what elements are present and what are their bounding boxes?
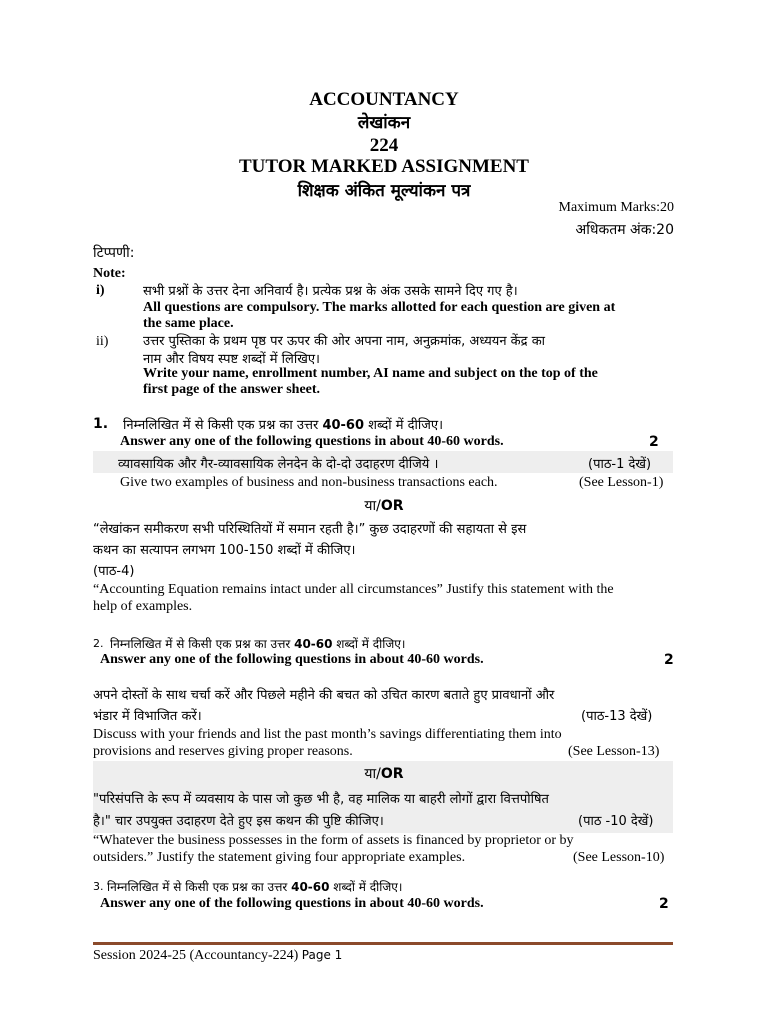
note-label-english: Note: <box>93 266 126 281</box>
lesson-reference: (पाठ-1 देखें) <box>588 457 652 472</box>
subject-code: 224 <box>369 135 399 156</box>
assignment-title-hindi: शिक्षक अंकित मूल्यांकन पत्र <box>297 181 471 201</box>
option-a-english: Discuss with your friends and list the past month’s savings differentiating them into <box>93 727 562 742</box>
max-marks-english: Maximum Marks:20 <box>558 200 674 215</box>
footer-rule <box>93 942 673 945</box>
note-item-number: i) <box>96 283 105 298</box>
lesson-reference: (See Lesson-13) <box>568 744 660 759</box>
instruction-text: शब्दों में दीजिए। <box>332 637 406 651</box>
or-hindi: या/ <box>364 766 381 782</box>
instruction-text: शब्दों में दीजिए। <box>329 880 403 894</box>
page-number: Page 1 <box>301 948 343 962</box>
word-range: 40-60 <box>294 637 333 651</box>
max-marks-hindi: अधिकतम अंक:20 <box>575 222 674 238</box>
question-number: 1. <box>93 416 109 432</box>
option-a-hindi: व्यावसायिक और गैर-व्यावसायिक लेनदेन के दो-दो उदाहरण दीजिये । <box>118 457 439 472</box>
lesson-reference: (See Lesson-10) <box>573 850 665 865</box>
or-hindi: या/ <box>364 498 381 514</box>
question-marks: 2 <box>664 652 674 668</box>
question-number: 3. <box>93 880 104 893</box>
option-b-hindi: “लेखांकन समीकरण सभी परिस्थितियों में समान रहती है।” कुछ उदाहरणों की सहायता से इस <box>93 522 527 537</box>
question-instruction-hindi <box>123 415 443 433</box>
question-instruction-english: Answer any one of the following questions in about 40-60 words. <box>100 896 484 911</box>
option-a-english: Give two examples of business and non-business transactions each. <box>120 475 498 490</box>
option-a-english: provisions and reserves giving proper reasons. <box>93 744 353 759</box>
title-english: ACCOUNTANCY <box>309 89 459 110</box>
instruction-text: शब्दों में दीजिए। <box>364 418 444 433</box>
or-separator <box>0 764 768 783</box>
assignment-title: TUTOR MARKED ASSIGNMENT <box>239 156 529 177</box>
lesson-reference: (पाठ-4) <box>93 564 135 579</box>
footer-session <box>93 948 342 964</box>
instruction-text: निम्नलिखित में से किसी एक प्रश्न का उत्तर <box>107 880 292 894</box>
question-instruction-english: Answer any one of the following questions in about 40-60 words. <box>120 434 504 449</box>
question-instruction-hindi <box>110 635 405 652</box>
note-item-english: Write your name, enrollment number, AI name and subject on the top of the <box>143 366 598 381</box>
or-english: OR <box>380 766 404 782</box>
word-range: 40-60 <box>291 880 330 894</box>
option-a-hindi: भंडार में विभाजित करें। <box>93 709 202 724</box>
lesson-reference: (पाठ -10 देखें) <box>578 814 654 829</box>
session-label: Session 2024-25 (Accountancy-224) <box>93 948 299 963</box>
or-english: OR <box>380 498 404 514</box>
note-item-hindi: उत्तर पुस्तिका के प्रथम पृष्ठ पर ऊपर की ओर अपना नाम, अनुक्रमांक, अध्ययन केंद्र का <box>143 334 546 349</box>
or-separator <box>0 496 768 515</box>
note-item-number: ii) <box>96 334 109 349</box>
note-item-hindi: सभी प्रश्नों के उत्तर देना अनिवार्य है। प्रत्येक प्रश्न के अंक उसके सामने दिए गए है। <box>143 284 518 299</box>
note-item-english: first page of the answer sheet. <box>143 382 321 397</box>
option-b-english: “Whatever the business possesses in the form of assets is financed by proprietor or by <box>93 833 574 848</box>
option-a-hindi: अपने दोस्तों के साथ चर्चा करें और पिछले महीने की बचत को उचित कारण बताते हुए प्रावधानों और <box>93 688 555 703</box>
option-b-hindi: "परिसंपत्ति के रूप में व्यवसाय के पास जो कुछ भी है, वह मालिक या बाहरी लोगों द्वारा वित्तपोषित <box>93 792 549 807</box>
title-hindi: लेखांकन <box>357 113 411 133</box>
note-item-english: All questions are compulsory. The marks allotted for each question are given at <box>143 300 616 315</box>
option-b-hindi: कथन का सत्यापन लगभग 100-150 शब्दों में कीजिए। <box>93 543 356 558</box>
note-item-hindi: नाम और विषय स्पष्ट शब्दों में लिखिए। <box>143 352 320 367</box>
question-instruction-english: Answer any one of the following questions in about 40-60 words. <box>100 652 484 667</box>
word-range: 40-60 <box>322 418 365 433</box>
question-marks: 2 <box>649 434 659 450</box>
instruction-text: निम्नलिखित में से किसी एक प्रश्न का उत्तर <box>110 637 295 651</box>
option-b-hindi: है।" चार उपयुक्त उदाहरण देते हुए इस कथन की पुष्टि कीजिए। <box>93 814 384 829</box>
question-instruction-hindi <box>107 878 402 895</box>
note-label-hindi: टिप्पणी: <box>93 245 135 261</box>
question-marks: 2 <box>659 896 669 912</box>
option-b-english: outsiders.” Justify the statement giving four appropriate examples. <box>93 850 466 865</box>
lesson-reference: (See Lesson-1) <box>579 475 664 490</box>
option-b-english: “Accounting Equation remains intact under all circumstances” Justify this statement with the <box>93 582 614 597</box>
note-item-english: the same place. <box>143 316 234 331</box>
lesson-reference: (पाठ-13 देखें) <box>581 709 653 724</box>
instruction-text: निम्नलिखित में से किसी एक प्रश्न का उत्तर <box>123 418 323 433</box>
question-number: 2. <box>93 637 104 650</box>
option-b-english: help of examples. <box>93 599 193 614</box>
